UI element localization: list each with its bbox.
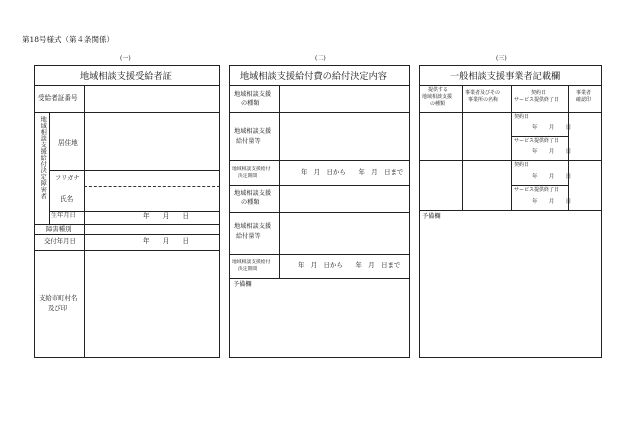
furigana-label: フリガナ: [55, 175, 80, 182]
form-number-title: 第18号様式（第４条関係）: [22, 35, 115, 44]
col-service-type-3: の種類: [430, 101, 446, 107]
recipient-number-label: 受給者証番号: [38, 94, 78, 102]
col-provider-1: 事業者及びその: [465, 90, 501, 96]
address-label: 居住地: [58, 139, 78, 147]
col-seal-1: 事業者: [576, 90, 592, 96]
row1-contract-label: 契約日: [514, 114, 530, 120]
panel2-number: (二): [315, 55, 326, 62]
type-label-1b: の種類: [241, 100, 260, 107]
col-seal-2: 確認印: [576, 97, 592, 103]
panel3-number: (三): [496, 55, 507, 62]
col-dates-1: 契約日: [531, 90, 547, 96]
type-label-2a: 地域相談支援: [234, 190, 272, 197]
col-provider-2: 事業所の名称: [468, 97, 499, 103]
period-value-2: 年 月 日から 年 月 日まで: [298, 261, 401, 269]
panel2-title: 地域相談支援給付費の給付決定内容: [240, 71, 387, 82]
type-label-2b: の種類: [241, 199, 260, 206]
period-value-1: 年 月 日から 年 月 日まで: [301, 168, 404, 176]
row1-end-label: サービス提供終了日: [514, 138, 560, 144]
issue-date-value: 年 月 日: [143, 237, 190, 245]
birthdate-value: 年 月 日: [143, 212, 190, 220]
issue-date-label: 交付年月日: [44, 237, 76, 245]
panel3-title: 一般相談支援事業者記載欄: [450, 71, 561, 82]
row2-contract-label: 契約日: [514, 162, 530, 168]
row1-contract-value: 年 月 日: [532, 125, 572, 131]
municipality-label-2: 及び印: [48, 304, 68, 312]
amount-label-1a: 地域相談支援: [234, 128, 272, 135]
col-service-type-1: 提供する: [428, 87, 449, 93]
disability-type-label: 障害種別: [46, 225, 72, 233]
period-label-1b: 決定期間: [238, 174, 258, 179]
panel1-title: 地域相談支援受給者証: [80, 71, 172, 82]
name-label: 氏名: [60, 195, 74, 203]
period-label-1a: 地域相談支援給付: [232, 167, 271, 172]
row2-contract-value: 年 月 日: [532, 174, 572, 180]
amount-label-2a: 地域相談支援: [234, 223, 272, 230]
municipality-label-1: 支給市町村名: [39, 294, 78, 302]
amount-label-1b: 給付量等: [236, 138, 261, 145]
period-label-2b: 決定期間: [238, 267, 258, 272]
panel3-remarks-label: 予備欄: [422, 213, 441, 220]
panel2-remarks-label: 予備欄: [233, 281, 252, 288]
type-label-1a: 地域相談支援: [234, 91, 272, 98]
period-label-2a: 地域相談支援給付: [232, 260, 271, 265]
col-dates-2: サービス提供終了日: [514, 97, 560, 103]
recipient-side-label: 地域相談支援給付決定障害者: [39, 116, 47, 200]
birthdate-label: 生年月日: [51, 212, 76, 219]
panel1-number: (一): [120, 55, 131, 62]
row2-end-value: 年 月 日: [532, 199, 572, 205]
amount-label-2b: 給付量等: [236, 233, 261, 240]
row1-end-value: 年 月 日: [532, 149, 572, 155]
col-service-type-2: 地域相談支援: [422, 94, 453, 100]
row2-end-label: サービス提供終了日: [514, 187, 560, 193]
